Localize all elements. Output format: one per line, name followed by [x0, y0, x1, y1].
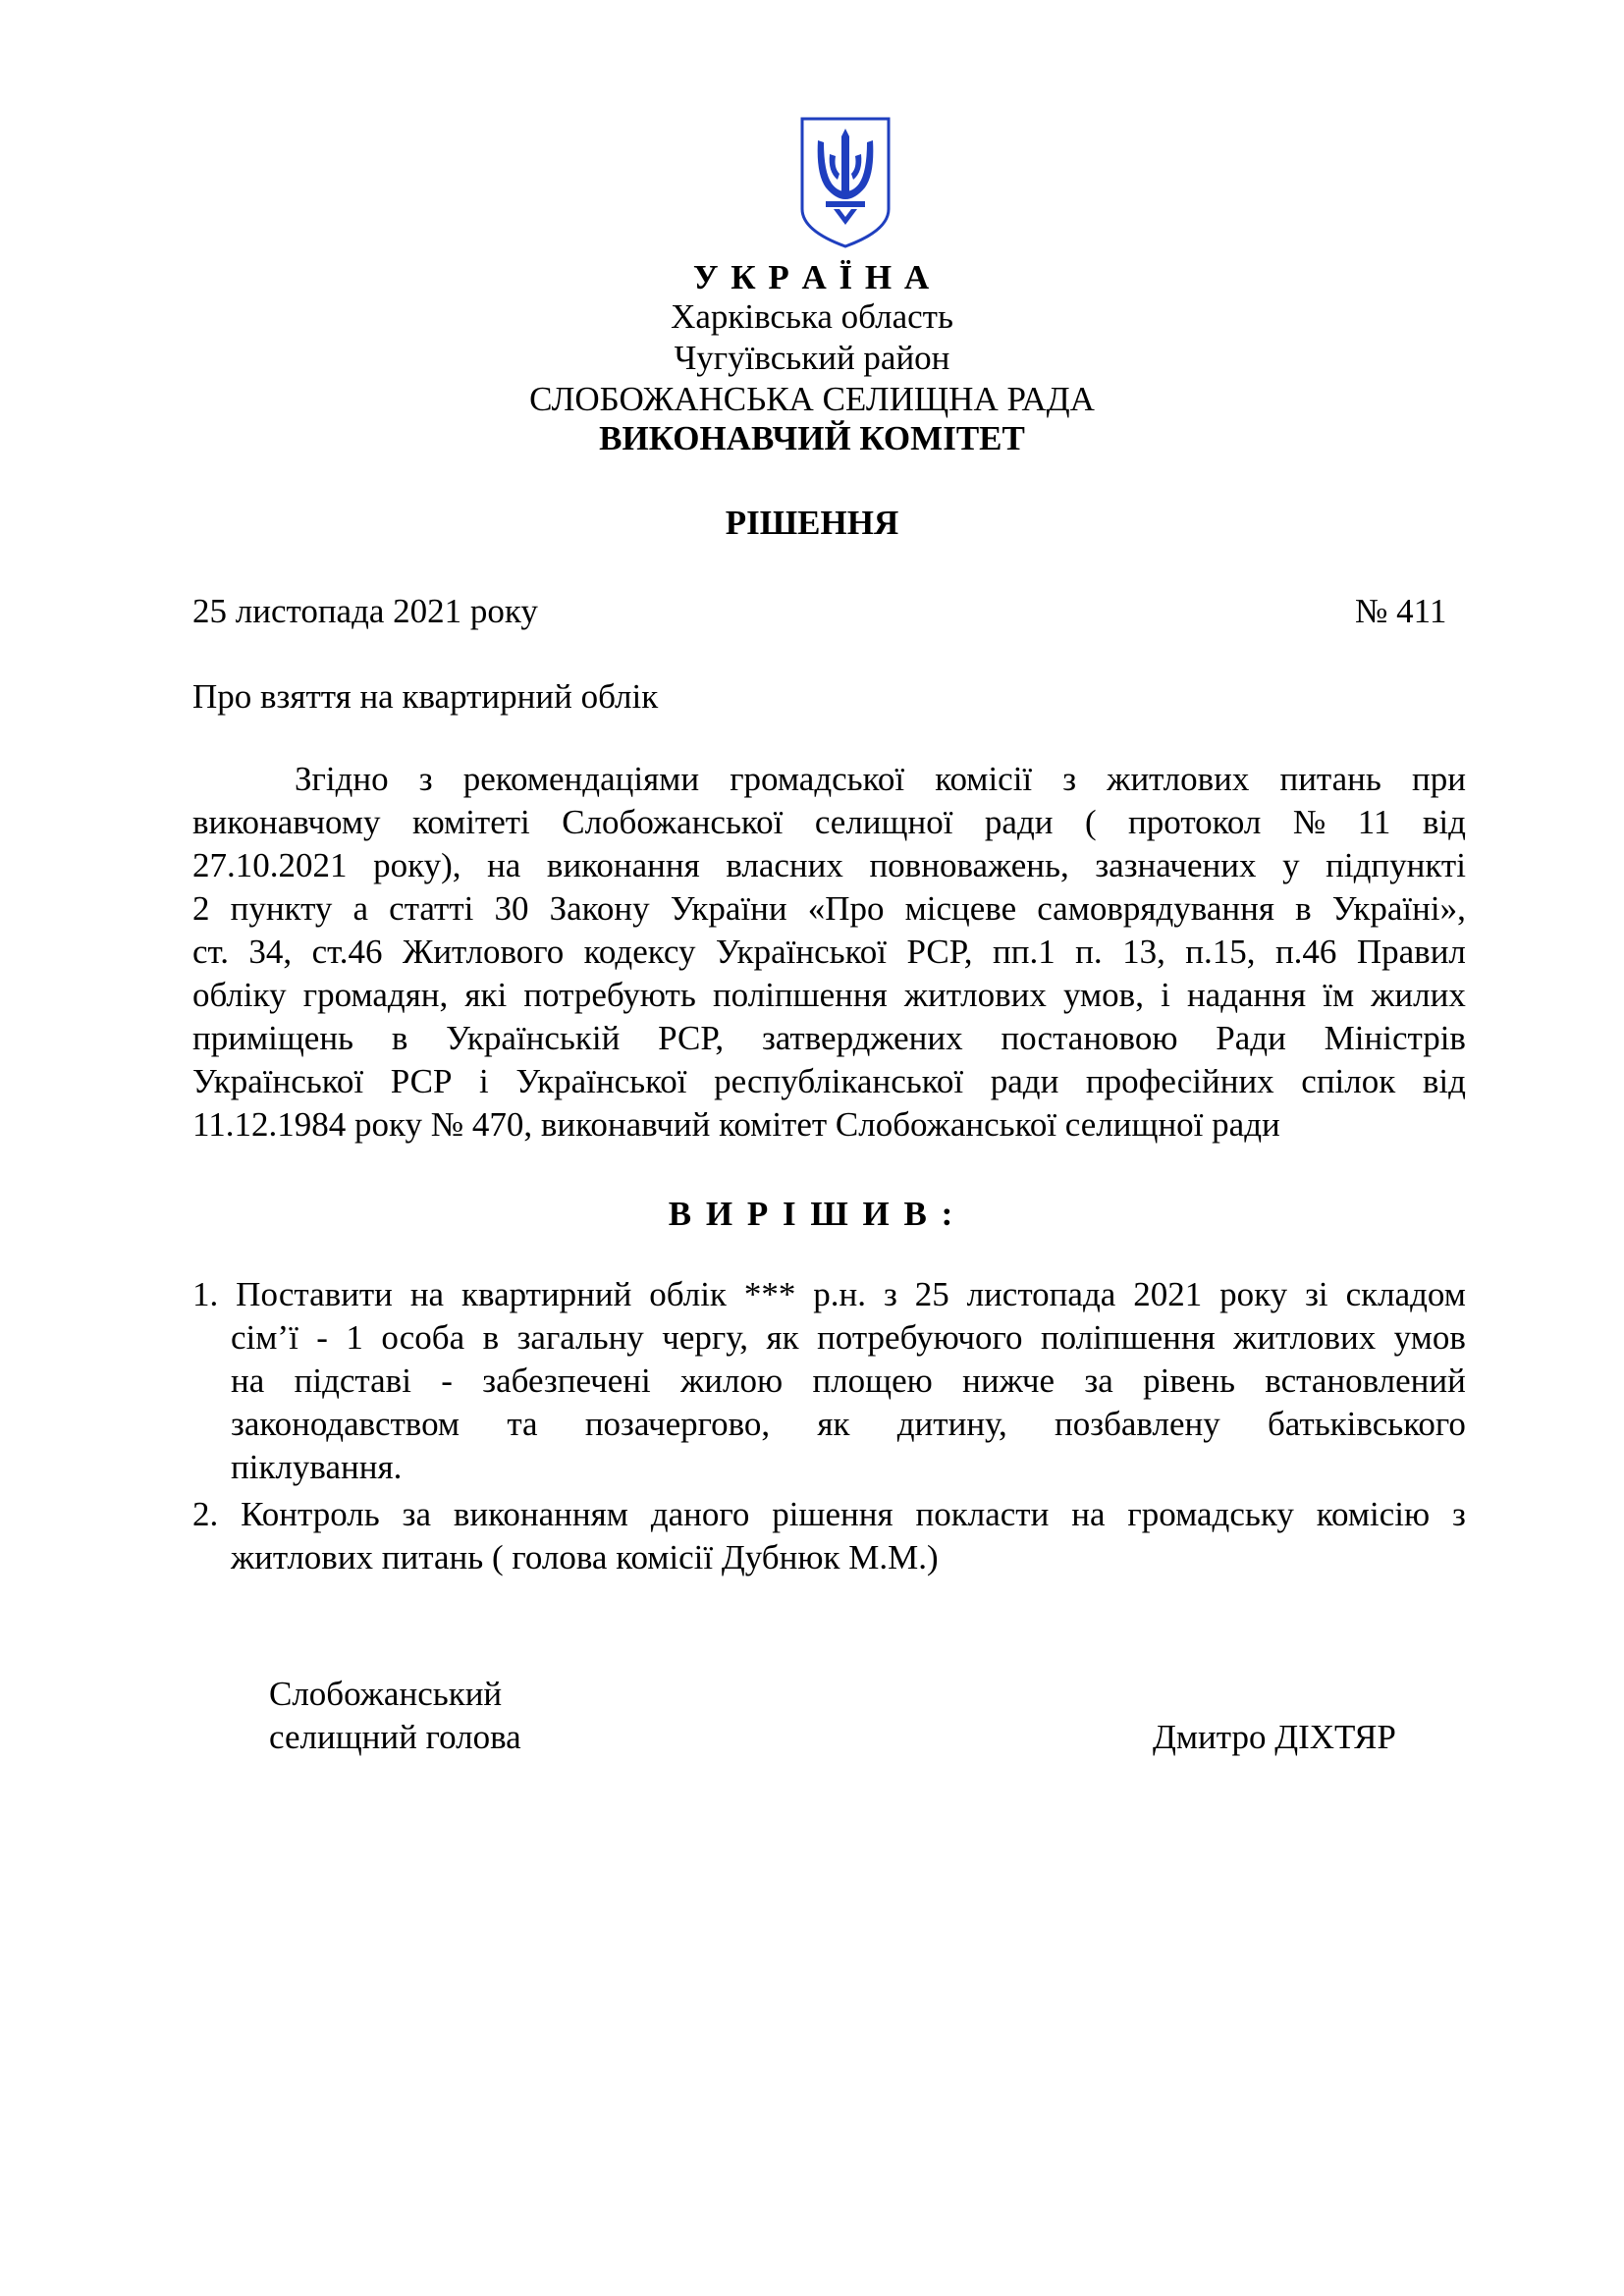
signatory-name: Дмитро ДІХТЯР [1153, 1718, 1396, 1756]
text-line: 2 пункту а статті 30 Закону України «Про місцеве самоврядування в Україні», [192, 889, 1466, 928]
text-line: виконавчому комітеті Слобожанської селищної ради ( протокол № 11 від [192, 803, 1466, 841]
text-line: приміщень в Українській РСР, затверджених постановою Ради Міністрів [192, 1019, 1466, 1057]
list-item [192, 1273, 1466, 1489]
text-line: на підставі - забезпечені жилою площею нижче за рівень встановлений [231, 1362, 1466, 1400]
country-title: У К Р А Ї Н А [692, 258, 932, 296]
signature-title-line1: Слобожанський [269, 1675, 503, 1713]
preamble-paragraph [192, 758, 1466, 1147]
text-line: 1. Поставити на квартирний облік *** р.н. з 25 листопада 2021 року зі складом [192, 1275, 1466, 1313]
text-line: піклування. [231, 1448, 403, 1486]
text-line: Української РСР і Української республіканської ради професійних спілок від [192, 1062, 1466, 1100]
text-line: законодавством та позачергово, як дитину, позбавлену батьківського [231, 1405, 1466, 1443]
list-item [192, 1493, 1466, 1579]
text-line: 11.12.1984 року № 470, виконавчий комітет Слобожанської селищної ради [192, 1105, 1280, 1144]
decided-heading: В И Р І Ш И В : [668, 1195, 956, 1233]
text-line: Згідно з рекомендаціями громадської комісії з житлових питань при [295, 760, 1466, 798]
text-line: 27.10.2021 року), на виконання власних повноважень, зазначених у підпункті [192, 846, 1466, 884]
oblast-line: Харківська область [671, 297, 953, 336]
signature-title-line2: селищний голова [269, 1718, 521, 1756]
decision-date: 25 листопада 2021 року [192, 592, 538, 630]
document-type-title: РІШЕННЯ [725, 504, 899, 542]
text-line: 2. Контроль за виконанням даного рішення покласти на громадську комісію з [192, 1495, 1466, 1533]
text-line: сім’ї - 1 особа в загальну чергу, як потребуючого поліпшення житлових умов [231, 1318, 1466, 1357]
committee-name: ВИКОНАВЧИЙ КОМІТЕТ [599, 419, 1025, 457]
decision-number: № 411 [1355, 592, 1447, 630]
text-line: обліку громадян, які потребують поліпшення житлових умов, і надання їм жилих [192, 976, 1466, 1014]
text-line: житлових питань ( голова комісії Дубнюк М.М.) [231, 1538, 939, 1576]
decision-subject: Про взяття на квартирний облік [192, 677, 659, 716]
text-line: ст. 34, ст.46 Житлового кодексу Української РСР, пп.1 п. 13, п.15, п.46 Правил [192, 933, 1466, 971]
coat-of-arms-emblem [798, 115, 893, 250]
raion-line: Чугуївський район [674, 339, 950, 377]
council-name: СЛОБОЖАНСЬКА СЕЛИЩНА РАДА [529, 380, 1095, 418]
